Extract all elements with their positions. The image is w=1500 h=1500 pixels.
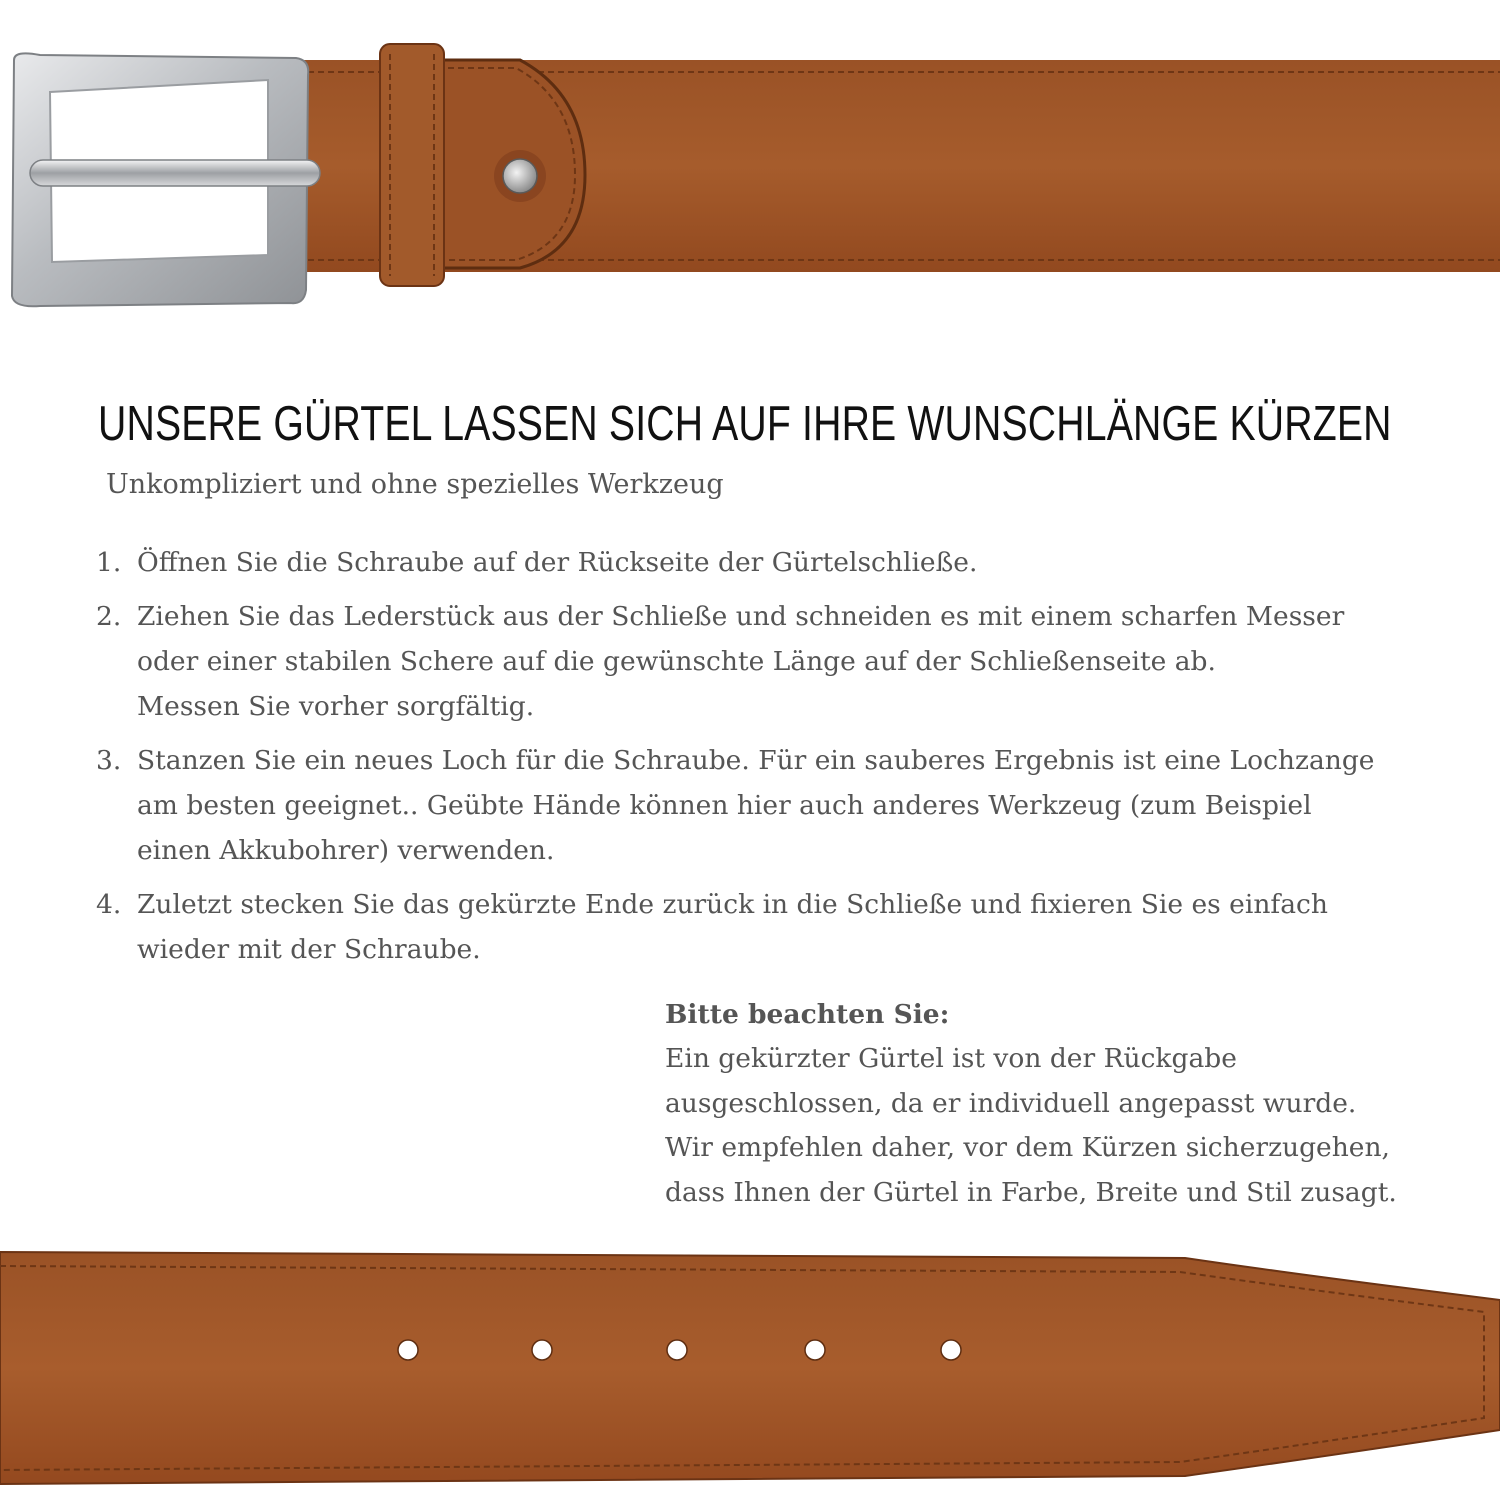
notice-line: ausgeschlossen, da er individuell angepasst wurde. xyxy=(665,1087,1357,1119)
step-line: Öffnen Sie die Schraube auf der Rückseite der Gürtelschließe. xyxy=(137,547,978,578)
instruction-step xyxy=(96,738,1491,873)
page-title: UNSERE GÜRTEL LASSEN SICH AUF IHRE WUNSCHLÄNGE KÜRZEN xyxy=(98,397,1392,451)
belt-hole xyxy=(398,1340,418,1360)
belt-holes-image xyxy=(0,1240,1500,1500)
notice-line: dass Ihnen der Gürtel in Farbe, Breite und Stil zusagt. xyxy=(665,1176,1397,1208)
instruction-step xyxy=(96,540,1491,585)
step-line: Ziehen Sie das Lederstück aus der Schließe und schneiden es mit einem scharfen Messer xyxy=(137,601,1345,632)
belt-hole xyxy=(667,1340,687,1360)
notice-line: Wir empfehlen daher, vor dem Kürzen sicherzugehen, xyxy=(665,1132,1390,1163)
step-number: 3. xyxy=(96,745,122,776)
return-notice xyxy=(665,993,1485,1215)
belt-hole xyxy=(532,1340,552,1360)
page-subtitle: Unkompliziert und ohne spezielles Werkzeug xyxy=(106,469,724,500)
step-number: 1. xyxy=(96,547,122,578)
belt-hole xyxy=(941,1340,961,1360)
step-line: einen Akkubohrer) verwenden. xyxy=(137,835,555,866)
step-number: 4. xyxy=(96,889,122,920)
step-line: oder einer stabilen Schere auf die gewünschte Länge auf der Schließenseite ab. xyxy=(137,646,1216,677)
step-line: wieder mit der Schraube. xyxy=(137,934,481,965)
step-line: Zuletzt stecken Sie das gekürzte Ende zurück in die Schließe und fixieren Sie es einfach xyxy=(137,889,1328,920)
step-line: Messen Sie vorher sorgfältig. xyxy=(137,691,535,722)
belt-hole xyxy=(805,1340,825,1360)
step-line: am besten geeignet.. Geübte Hände können hier auch anderes Werkzeug (zum Beispiel xyxy=(137,790,1312,821)
notice-title: Bitte beachten Sie: xyxy=(665,999,950,1030)
instruction-step xyxy=(96,594,1491,729)
instruction-step xyxy=(96,882,1491,972)
instruction-steps xyxy=(96,540,1491,981)
notice-line: Ein gekürzter Gürtel ist von der Rückgabe xyxy=(665,1043,1237,1074)
belt-buckle-image xyxy=(0,0,1500,330)
step-line: Stanzen Sie ein neues Loch für die Schraube. Für ein sauberes Ergebnis ist eine Lochzange xyxy=(137,745,1375,776)
step-number: 2. xyxy=(96,601,122,632)
